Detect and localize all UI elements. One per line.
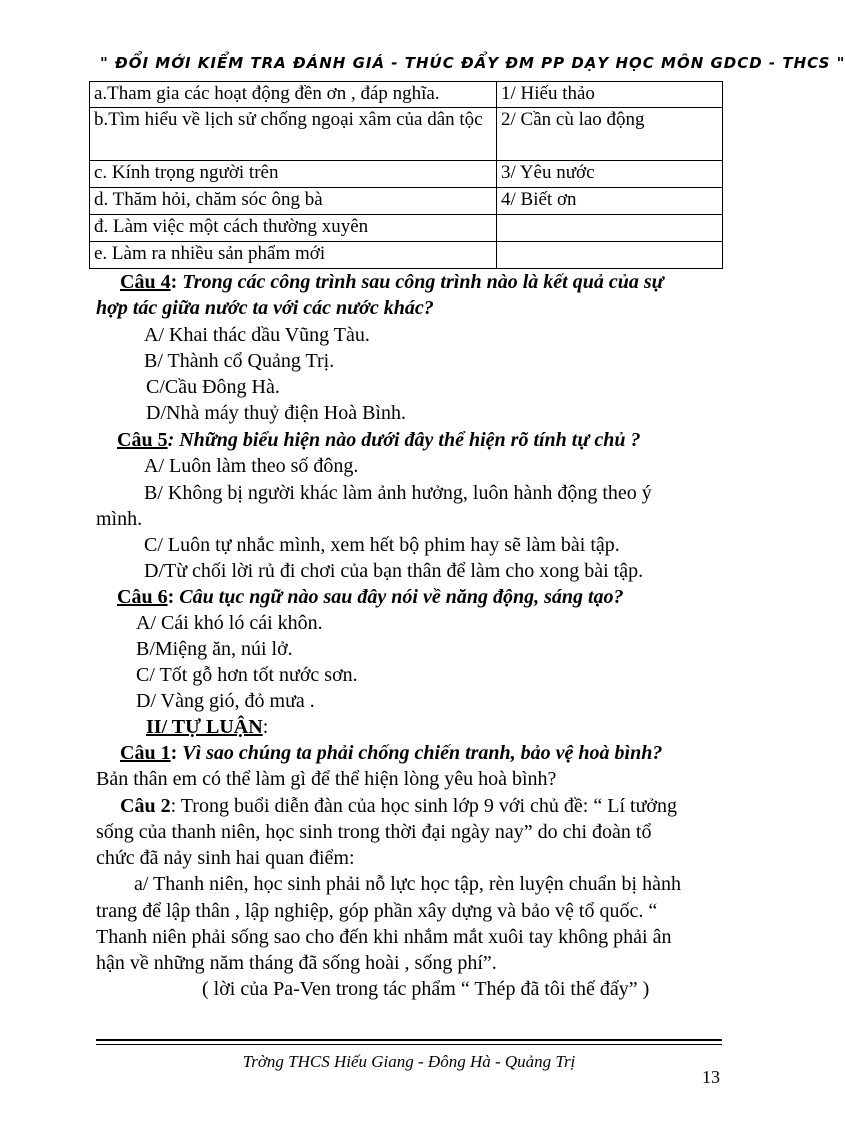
essay-2-text: trang để lập thân , lập nghiệp, góp phần xây dựng và bảo vệ tổ quốc. “	[96, 900, 658, 922]
table-row	[90, 242, 723, 269]
question-4-option-b: B/ Thành cổ Quảng Trị.	[144, 350, 335, 372]
essay-2-title: Câu 2: Trong buổi diễn đàn của học sinh lớp 9 với chủ đề: “ Lí tưởng	[120, 795, 677, 817]
question-4-title-cont: hợp tác giữa nước ta với các nước khác?	[96, 297, 434, 319]
page-number: 13	[702, 1067, 720, 1087]
question-5-option-b: B/ Không bị người khác làm ảnh hưởng, luôn hành động theo ý	[144, 482, 652, 504]
question-5-option-b-cont: mình.	[96, 508, 143, 530]
matching-table	[89, 81, 723, 269]
essay-2-text: hận về những năm tháng đã sống hoài , sống phí”.	[96, 952, 497, 974]
question-4-option-c: C/Cầu Đông Hà.	[146, 376, 280, 398]
table-cell: 1/ Hiếu thảo	[497, 82, 723, 108]
essay-2-text: Thanh niên phải sống sao cho đến khi nhắm mắt xuôi tay không phải ân	[96, 926, 672, 948]
page-header: " ĐỔI MỚI KIỂM TRA ĐÁNH GIÁ - THÚC ĐẨY ĐM PP DẠY HỌC MÔN GDCD - THCS "	[100, 54, 845, 72]
essay-1-title: Câu 1: Vì sao chúng ta phải chống chiến tranh, bảo vệ hoà bình?	[120, 742, 663, 764]
essay-2-text: a/ Thanh niên, học sinh phải nỗ lực học tập, rèn luyện chuẩn bị hành	[134, 873, 681, 895]
table-cell: b.Tìm hiểu về lịch sử chống ngoại xâm của dân tộc	[90, 108, 497, 161]
table-cell: a.Tham gia các hoạt động đền ơn , đáp nghĩa.	[90, 82, 497, 108]
question-5-option-c: C/ Luôn tự nhắc mình, xem hết bộ phim hay sẽ làm bài tập.	[144, 534, 620, 556]
table-cell	[497, 242, 723, 269]
table-row	[90, 215, 723, 242]
question-4-title: Câu 4: Trong các công trình sau công trình nào là kết quả của sự	[120, 271, 664, 293]
question-4-option-a: A/ Khai thác dầu Vũng Tàu.	[144, 324, 370, 346]
question-6-title: Câu 6: Câu tục ngữ nào sau đây nói về năng động, sáng tạo?	[117, 586, 624, 608]
question-6-option-a: A/ Cái khó ló cái khôn.	[136, 612, 323, 634]
essay-1-text: Bản thân em có thể làm gì để thể hiện lòng yêu hoà bình?	[96, 768, 557, 790]
table-cell: 4/ Biết ơn	[497, 188, 723, 215]
table-row	[90, 108, 723, 161]
table-cell	[497, 215, 723, 242]
section-heading: II/ TỰ LUẬN:	[146, 716, 269, 738]
table-row	[90, 82, 723, 108]
table-cell: 2/ Cần cù lao động	[497, 108, 723, 161]
table-cell: d. Thăm hỏi, chăm sóc ông bà	[90, 188, 497, 215]
essay-2-citation: ( lời của Pa-Ven trong tác phẩm “ Thép đã tôi thế đấy” )	[202, 978, 650, 1000]
question-5-title: Câu 5: Những biểu hiện nào dưới đây thể hiện rõ tính tự chủ ?	[117, 429, 641, 451]
footer-divider	[96, 1039, 722, 1041]
essay-2-text: sống của thanh niên, học sinh trong thời đại ngày nay” do chi đoàn tổ	[96, 821, 652, 843]
table-row	[90, 188, 723, 215]
table-cell: e. Làm ra nhiều sản phẩm mới	[90, 242, 497, 269]
question-4-option-d: D/Nhà máy thuỷ điện Hoà Bình.	[146, 402, 406, 424]
question-6-option-c: C/ Tốt gỗ hơn tốt nước sơn.	[136, 664, 358, 686]
page-footer: Trờng THCS Hiếu Giang - Đông Hà - Quảng Trị	[242, 1052, 576, 1071]
question-5-option-d: D/Từ chối lời rủ đi chơi của bạn thân để làm cho xong bài tập.	[144, 560, 644, 582]
question-6-option-d: D/ Vàng gió, đỏ mưa .	[136, 690, 315, 712]
question-5-option-a: A/ Luôn làm theo số đông.	[144, 455, 359, 477]
essay-2-text: chức đã nảy sinh hai quan điểm:	[96, 847, 355, 869]
table-cell: c. Kính trọng người trên	[90, 161, 497, 188]
question-6-option-b: B/Miệng ăn, núi lở.	[136, 638, 293, 660]
footer-divider	[96, 1044, 722, 1045]
table-row	[90, 161, 723, 188]
table-cell: đ. Làm việc một cách thường xuyên	[90, 215, 497, 242]
table-cell: 3/ Yêu nước	[497, 161, 723, 188]
